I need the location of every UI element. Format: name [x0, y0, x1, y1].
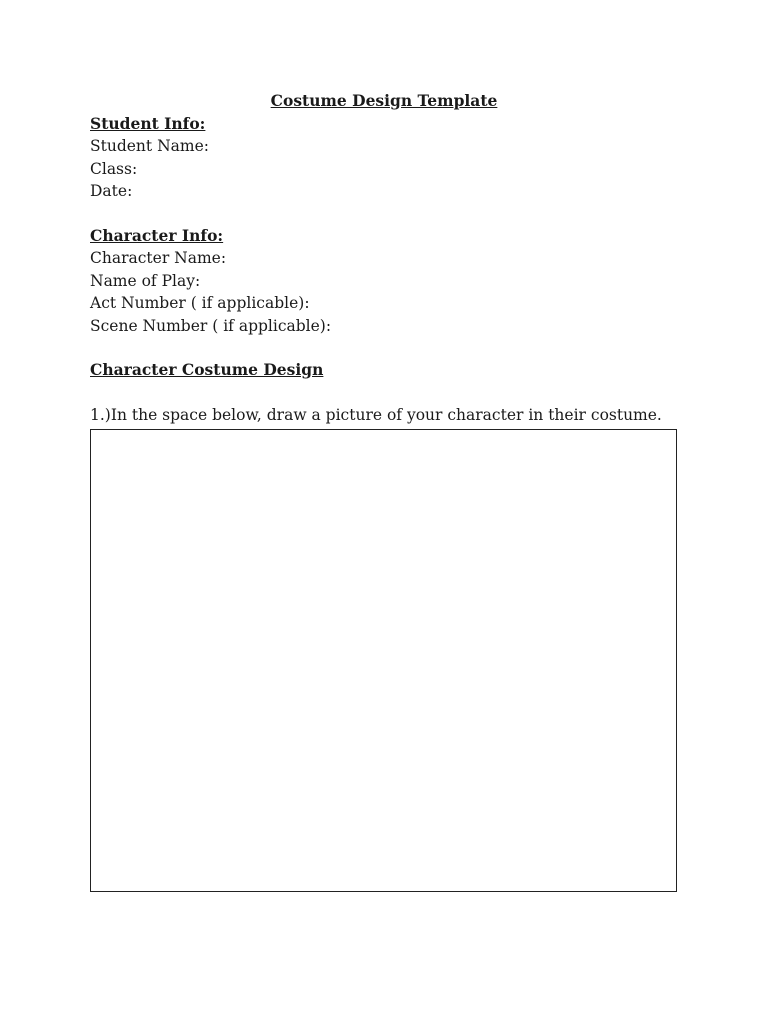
character-info-section [90, 225, 331, 337]
costume-design-section [90, 359, 323, 381]
document-title: Costume Design Template [270, 91, 498, 110]
date-label: Date: [90, 182, 133, 201]
student-info-heading: Student Info: [90, 114, 206, 133]
costume-design-heading: Character Costume Design [90, 360, 324, 379]
act-number-label: Act Number ( if applicable): [90, 294, 310, 313]
scene-number-label: Scene Number ( if applicable): [90, 316, 332, 335]
drawing-instruction: 1.)In the space below, draw a picture of your character in their costume. [90, 406, 662, 424]
drawing-area-box[interactable] [90, 429, 677, 892]
character-info-heading: Character Info: [90, 226, 224, 245]
character-name-label: Character Name: [90, 249, 227, 268]
play-name-label: Name of Play: [90, 271, 201, 290]
student-name-label: Student Name: [90, 137, 209, 156]
class-label: Class: [90, 159, 138, 178]
student-info-section [90, 113, 209, 203]
